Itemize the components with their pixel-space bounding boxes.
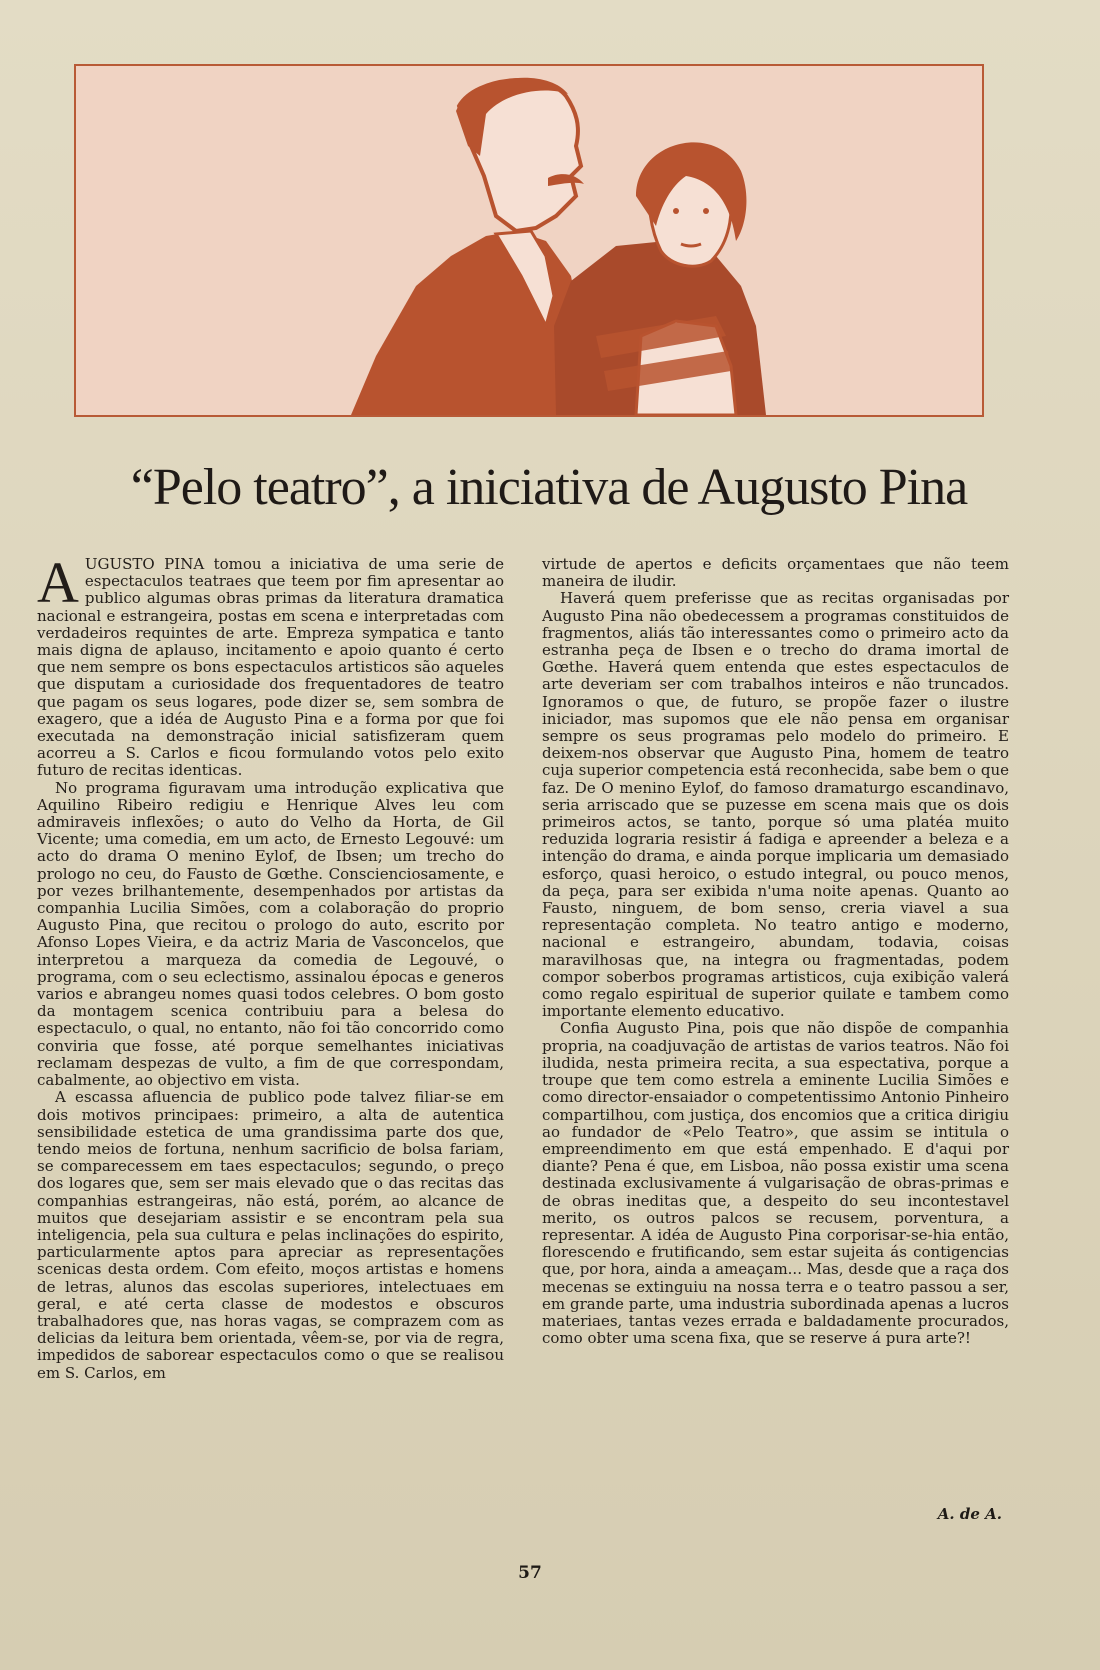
- paragraph: virtude de apertos e deficits orçamentaes que não teem maneira de iludir.: [542, 555, 1009, 591]
- article-headline: “Pelo teatro”, a iniciativa de Augusto Pina: [130, 459, 968, 516]
- paragraph: Haverá quem preferisse que as recitas organisadas por Augusto Pina não obedecessem a programas constituidos de fragmentos, aliás tão interessantes como o primeiro acto da estranha peça de Ibsen e o trecho do drama imortal de Gœthe. Haverá quem entenda que estes espectaculos de arte deveriam ser com trabalhos inteiros e não truncados. Ignoramos o que, de futuro, se propõe fazer o ilustre iniciador, mas supomos que ele não pensa em organisar sempre os seus programas pelo modelo do primeiro. E deixem-nos observar que Augusto Pina, homem de teatro cuja superior competencia está reconhecida, sabe bem o que faz. De O menino Eylof, do famoso dramaturgo escandinavo, seria arriscado que se puzesse em scena mais que os dois primeiros actos, se tanto, porque só uma platéa muito reduzida lograria resistir á fadiga e apreender a beleza e a intenção do drama, e ainda porque implicaria um demasiado esforço, quasi heroico, o estudo integral, ou pouco menos, da peça, para ser exibida n'uma noite apenas. Quanto ao Fausto, ninguem, de bom senso, creria viavel a sua representação completa. No teatro antigo e moderno, nacional e estrangeiro, abundam, todavia, coisas maravilhosas que, na integra ou fragmentadas, podem compor soberbos programas artisticos, cuja exibição valerá como regalo espiritual de superior quilate e tambem como importante elemento educativo.: [542, 589, 1009, 1021]
- paragraph: UGUSTO PINA tomou a iniciativa de uma serie de espectaculos teatraes que teem por fim apresentar ao publico algumas obras primas da literatura dramatica nacional e estrangeira, postas em scena e interpretadas com verdadeiros requintes de arte. Empreza sympatica e tanto mais digna de aplauso, incitamento e apoio quanto é certo que nem sempre os bons espectaculos artisticos são aqueles que disputam a curiosidade dos frequentadores de teatro que pagam os seus logares, pode dizer se, sem sombra de exagero, que a idéa de Augusto Pina e a forma por que foi executada na demonstração inicial satisfizeram quem acorreu a S. Carlos e ficou formulando votos pelo exito futuro de recitas identicas.: [37, 555, 504, 780]
- page-number: 57: [518, 1563, 542, 1583]
- paragraph: No programa figuravam uma introdução explicativa que Aquilino Ribeiro redigiu e Henrique Alves leu com admiraveis inflexões; o auto do Velho da Horta, de Gil Vicente; uma comedia, em um acto, de Ernesto Legouvé: um acto do drama O menino Eylof, de Ibsen; um trecho do prologo no ceu, do Fausto de Gœthe. Conscienciosamente, e por vezes brilhantemente, desempenhados por artistas da companhia Lucilia Simões, com a colaboração do proprio Augusto Pina, que recitou o prologo do auto, escrito por Afonso Lopes Vieira, e da actriz Maria de Vasconcelos, que interpretou a marqueza da comedia de Legouvé, o programa, com o seu eclectismo, assinalou épocas e generos varios e abrangeu nomes quasi todos celebres. O bom gosto da montagem scenica contribuiu para a belesa do espectaculo, o qual, no entanto, não foi tão concorrido como conviria que fosse, até porque semelhantes iniciativas reclamam despezas de vulto, a fim de que correspondam, cabalmente, ao objectivo em vista.: [37, 778, 504, 1090]
- illustration-drawing: [76, 66, 982, 415]
- illustration: [74, 64, 984, 417]
- article-column-right: [542, 556, 1009, 1347]
- drop-cap: A: [37, 550, 79, 615]
- article-column-left: [37, 550, 504, 1382]
- author-signature: A. de A.: [937, 1505, 1002, 1523]
- paragraph: Confia Augusto Pina, pois que não dispõe de companhia propria, na coadjuvação de artistas de varios teatros. Não foi iludida, nesta primeira recita, a sua espectativa, porque a troupe que tem como estrela a eminente Lucilia Simões e como director-ensaiador o competentissimo Antonio Pinheiro compartilhou, com justiça, dos encomios que a critica dirigiu ao fundador de «Pelo Teatro», que assim se intitula o empreendimento em que está empenhado. E d'aqui por diante? Pena é que, em Lisboa, não possa existir uma scena destinada exclusivamente á vulgarisação de obras-primas e de obras ineditas que, a despeito do seu incontestavel merito, os outros palcos se recusem, porventura, a representar. A idéa de Augusto Pina corporisar-se-hia então, florescendo e frutificando, sem estar sujeita ás contigencias que, por hora, ainda a ameaçam... Mas, desde que a raça dos mecenas se extinguiu na nossa terra e o teatro passou a ser, em grande parte, uma industria subordinada apenas a lucros materiaes, tantas vezes errada e baldadamente procurados, como obter uma scena fixa, que se reserve á pura arte?!: [542, 1019, 1009, 1348]
- paragraph: A escassa afluencia de publico pode talvez filiar-se em dois motivos principaes: primeiro, a alta de autentica sensibilidade estetica de uma grandissima parte dos que, tendo meios de fortuna, nenhum sacrificio de bolsa fariam, se comparecessem em taes espectaculos; segundo, o preço dos logares que, sem ser mais elevado que o das recitas das companhias estrangeiras, não está, porém, ao alcance de muitos que desejariam assistir e se encontram pela sua inteligencia, pela sua cultura e pelas inclinações do espirito, particularmente aptos para apreciar as representações scenicas desta ordem. Com efeito, moços artistas e homens de letras, alunos das escolas superiores, intelectuaes em geral, e até certa classe de modestos e obscuros trabalhadores que, nas horas vagas, se comprazem com as delicias da leitura bem orientada, vêem-se, por via de regra, impedidos de saborear espectaculos como o que se realisou em S. Carlos, em: [37, 1088, 504, 1382]
